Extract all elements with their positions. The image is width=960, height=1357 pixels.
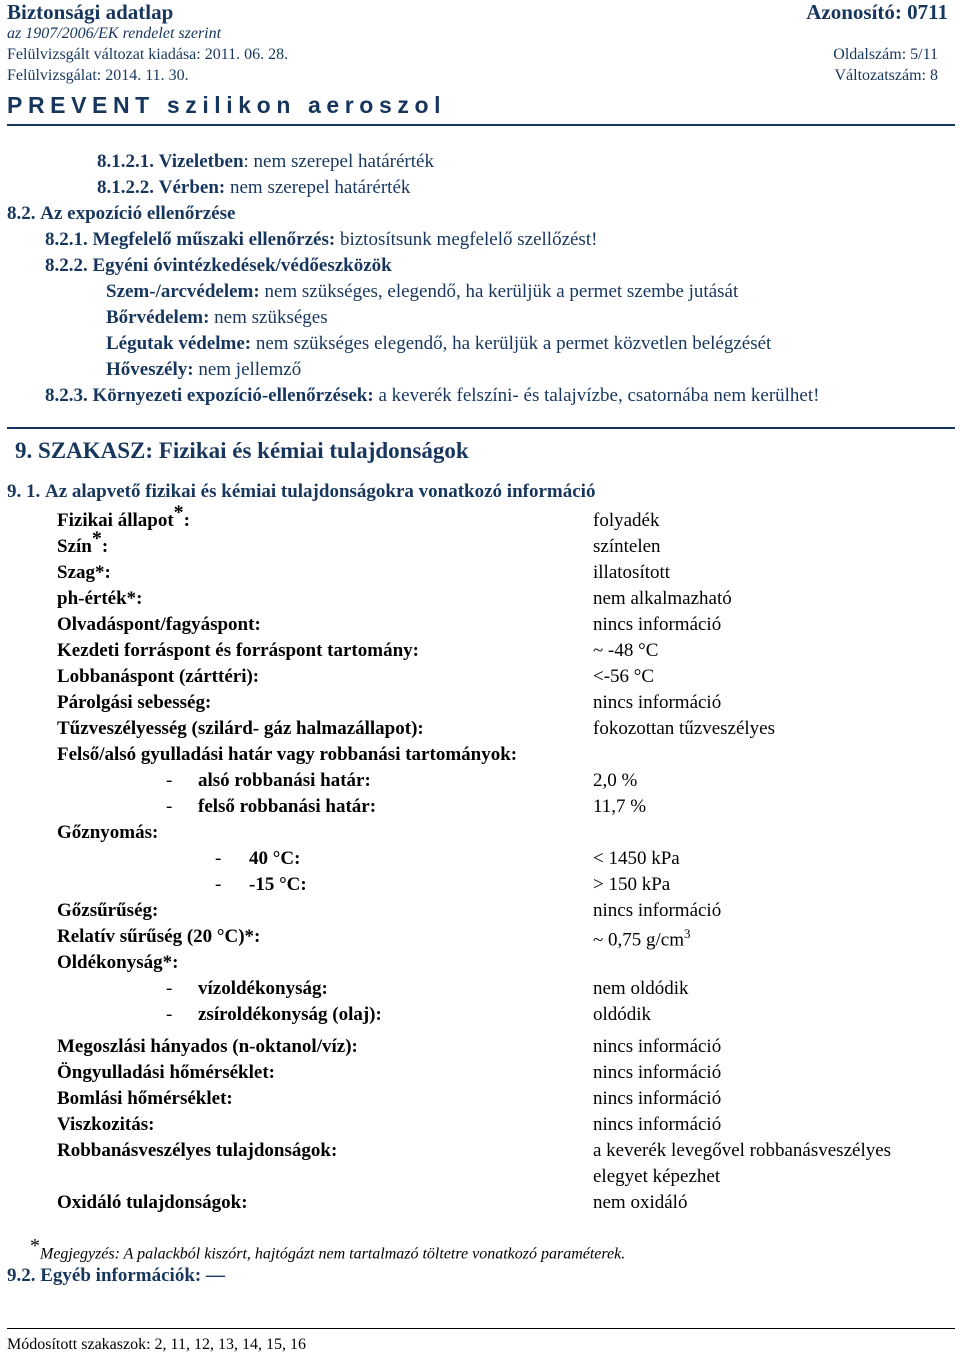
exposure-label: Az expozíció ellenőrzése [40, 203, 236, 224]
property-value [593, 926, 691, 951]
property-row [57, 900, 158, 922]
section-9-1-heading [7, 481, 595, 503]
property-label: Kezdeti forráspont és forráspont tartomány: [57, 640, 419, 661]
modified-sections: Módosított szakaszok: 2, 11, 12, 13, 14, 15, 16 [7, 1336, 306, 1353]
property-value: nincs információ [593, 692, 722, 713]
sub-property-value: nem oldódik [593, 978, 689, 999]
list-dash: - [215, 848, 222, 869]
eye-protection-line [106, 281, 738, 303]
personal-protection-heading [45, 255, 392, 277]
sub-property-value: > 150 kPa [593, 874, 671, 895]
property-value-continued: elegyet képezhet [593, 1166, 721, 1187]
version-number: Változatszám: 8 [834, 67, 938, 84]
property-value: fokozottan tűzveszélyes [593, 718, 776, 739]
skin-protection-line [106, 307, 328, 329]
document-title: Biztonsági adatlap [7, 0, 174, 24]
blood-num: 8.1.2.2. [97, 177, 154, 198]
other-information: 9.2. Egyéb információk: — [7, 1265, 225, 1286]
environmental-control-line [45, 385, 819, 407]
property-label: Gőzsűrűség: [57, 900, 159, 921]
sub-property-label [198, 770, 371, 792]
review-date: Felülvizsgálat: 2014. 11. 30. [7, 67, 189, 84]
property-label: Gőznyomás: [57, 822, 159, 843]
environmental-text: a keverék felszíni- és talajvízbe, csatornába nem kerülhet! [373, 385, 820, 406]
property-label: Oldékonyság*: [57, 952, 179, 973]
sub-property-label [198, 796, 376, 818]
technical-control-line [45, 229, 597, 251]
property-value: <-56 °C [593, 666, 655, 687]
respiratory-protection-line [106, 333, 771, 355]
property-label: Fizikai állapot [57, 510, 174, 531]
product-name: PREVENT szilikon aeroszol [7, 92, 447, 118]
property-value: nincs információ [593, 1114, 722, 1135]
property-value-text: ~ 0,75 g/cm [593, 929, 685, 951]
sub-property-name: -15 [249, 874, 275, 895]
list-dash: - [215, 874, 222, 895]
sub-property-value: oldódik [593, 1004, 652, 1025]
property-value: nincs információ [593, 614, 722, 635]
blood-label: Vérben: [158, 177, 226, 198]
sub-property-label [198, 978, 328, 1000]
property-row [57, 501, 190, 532]
property-value: ~ -48 °C [593, 640, 659, 661]
sub-property-name: felső robbanási határ: [198, 796, 377, 817]
environmental-label: Környezeti expozíció-ellenőrzések: [92, 385, 374, 406]
eye-label: Szem-/arcvédelem: [106, 281, 260, 302]
property-label: Párolgási sebesség: [57, 692, 212, 713]
property-row [57, 1140, 337, 1162]
footer-divider [7, 1328, 955, 1329]
property-value: folyadék [593, 510, 660, 531]
regulation-reference: az 1907/2006/EK rendelet szerint [7, 25, 222, 42]
property-label: Felső/alsó gyulladási határ vagy robbanási tartományok: [57, 744, 518, 765]
personal-num: 8.2.2. [45, 255, 88, 276]
property-row [57, 952, 178, 974]
property-row [57, 1036, 358, 1058]
sub-property-value: 2,0 % [593, 770, 638, 791]
footnote-mark: * [30, 1235, 40, 1257]
property-value: illatosított [593, 562, 671, 583]
sub-property-name: alsó robbanási határ: [198, 770, 371, 791]
environmental-num: 8.2.3. [45, 385, 88, 406]
property-mark: * [91, 527, 102, 550]
property-label: Megoszlási hányados (n-oktanol/víz): [57, 1036, 358, 1057]
urine-text: : nem szerepel határérték [243, 151, 434, 172]
technical-label: Megfelelő műszaki ellenőrzés: [92, 229, 336, 250]
personal-label: Egyéni óvintézkedések/védőeszközök [92, 255, 392, 276]
header-divider [7, 124, 955, 126]
property-row [57, 562, 111, 584]
property-value: nincs információ [593, 900, 722, 921]
property-label: Viszkozitás: [57, 1114, 155, 1135]
thermal-label: Hőveszély: [106, 359, 194, 380]
footnote [30, 1235, 625, 1263]
sub-property-name: vízoldékonyság: [198, 978, 328, 999]
property-row [57, 822, 158, 844]
respiratory-text: nem szükséges elegendő, ha kerüljük a permet közvetlen belégzését [251, 333, 772, 354]
property-label: ph-érték*: [57, 588, 143, 609]
property-label: Olvadáspont/fagyáspont: [57, 614, 261, 635]
sub-property-label [249, 848, 300, 870]
respiratory-label: Légutak védelme: [106, 333, 252, 354]
property-value: nem alkalmazható [593, 588, 732, 609]
eye-text: nem szükséges, elegendő, ha kerüljük a permet szembe jutását [259, 281, 739, 302]
property-row [57, 527, 109, 558]
property-mark: * [173, 501, 184, 524]
thermal-hazard-line [106, 359, 301, 381]
property-label: Tűzveszélyesség (szilárd- gáz halmazállapot): [57, 718, 424, 739]
exposure-num: 8.2. [7, 203, 36, 224]
property-label: Öngyulladási hőmérséklet: [57, 1062, 275, 1083]
revised-issue-date: Felülvizsgált változat kiadása: 2011. 06. 28. [7, 46, 289, 63]
page-number: Oldalszám: 5/11 [833, 46, 938, 63]
footnote-text: Megjegyzés: A palackból kiszórt, hajtógázt nem tartalmazó töltetre vonatkozó paraméterek. [40, 1245, 626, 1263]
property-label-suffix: : [101, 536, 109, 557]
property-row [57, 1062, 275, 1084]
property-row [57, 640, 419, 662]
property-row [57, 666, 259, 688]
property-label: Oxidáló tulajdonságok: [57, 1192, 248, 1213]
property-value: színtelen [593, 536, 661, 557]
property-row [57, 1114, 154, 1136]
section-9-1-num: 9. 1. [7, 481, 41, 502]
property-value: nem oxidáló [593, 1192, 688, 1213]
sub-property-value: 11,7 % [593, 796, 647, 817]
property-row [57, 1088, 233, 1110]
property-value-exponent: 3 [684, 926, 691, 941]
property-row [57, 1192, 248, 1214]
sub-property-unit: °C: [268, 848, 301, 869]
sub-property-value: < 1450 kPa [593, 848, 680, 869]
property-value: a keverék levegővel robbanásveszélyes [593, 1140, 892, 1161]
property-label: Szag*: [57, 562, 111, 583]
technical-num: 8.2.1. [45, 229, 88, 250]
section-divider [7, 427, 955, 429]
list-dash: - [166, 796, 173, 817]
sub-property-label [249, 874, 307, 896]
property-row [57, 614, 261, 636]
other-information-line [7, 1265, 225, 1287]
property-row [57, 692, 211, 714]
property-label: Bomlási hőmérséklet: [57, 1088, 233, 1109]
sub-property-label [198, 1004, 382, 1026]
list-dash: - [166, 1004, 173, 1025]
skin-label: Bőrvédelem: [106, 307, 210, 328]
sub-property-name: 40 [249, 848, 268, 869]
list-dash: - [166, 770, 173, 791]
section-9-heading: 9. SZAKASZ: Fizikai és kémiai tulajdonságok [15, 438, 469, 463]
sub-property-unit: °C: [274, 874, 307, 895]
section-9-1-title: Az alapvető fizikai és kémiai tulajdonságokra vonatkozó információ [45, 481, 596, 502]
property-value: nincs információ [593, 1062, 722, 1083]
property-label-suffix: : [183, 510, 190, 531]
property-row [57, 718, 424, 740]
urine-limit-line [97, 151, 434, 173]
property-value: nincs információ [593, 1088, 722, 1109]
skin-text: nem szükséges [209, 307, 328, 328]
technical-text: biztosítsunk megfelelő szellőzést! [335, 229, 598, 250]
property-row [57, 744, 517, 766]
thermal-text: nem jellemző [193, 359, 302, 380]
property-label: Szín [57, 536, 92, 557]
property-row [57, 926, 260, 948]
property-label: Lobbanáspont (zárttéri): [57, 666, 260, 687]
blood-limit-line [97, 177, 410, 199]
property-label: Relatív sűrűség (20 °C)*: [57, 926, 261, 947]
property-label: Robbanásveszélyes tulajdonságok: [57, 1140, 338, 1161]
sub-property-name: zsíroldékonyság (olaj): [198, 1004, 382, 1025]
property-value: nincs információ [593, 1036, 722, 1057]
list-dash: - [166, 978, 173, 999]
urine-label: Vizeletben [158, 151, 244, 172]
property-row [57, 588, 142, 610]
blood-text: nem szerepel határérték [225, 177, 411, 198]
document-identifier: Azonosító: 0711 [806, 0, 948, 24]
exposure-control-heading [7, 203, 235, 225]
urine-num: 8.1.2.1. [97, 151, 154, 172]
